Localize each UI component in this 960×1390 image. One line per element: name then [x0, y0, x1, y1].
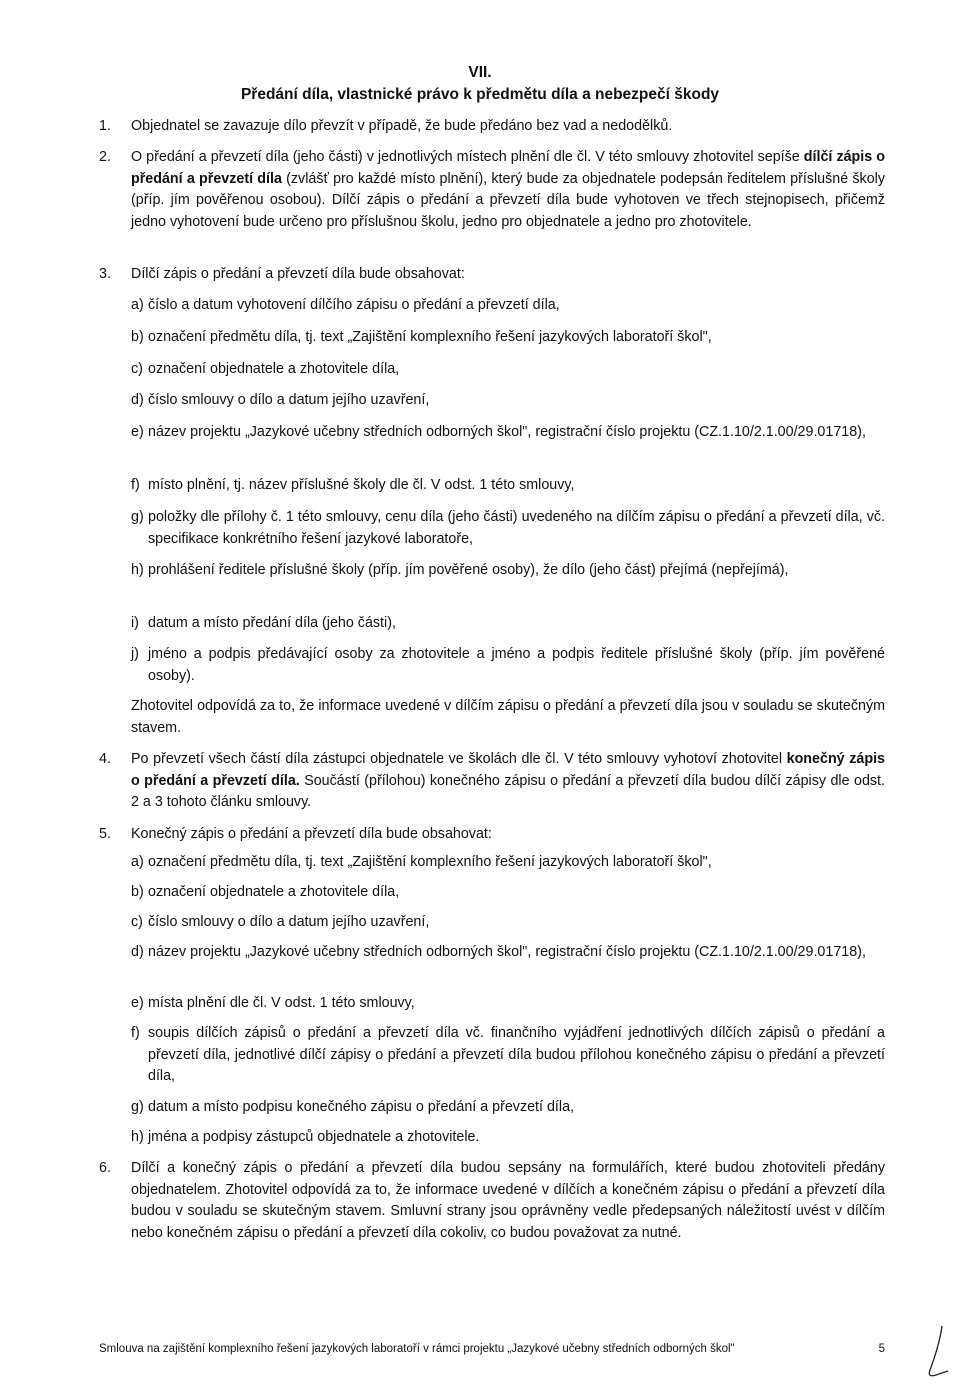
item-label: a): [131, 854, 144, 870]
item-label: d): [131, 944, 144, 960]
clause-6: [99, 1158, 885, 1244]
clause-3-item-a: [99, 295, 885, 317]
clause-5-item-g: [99, 1097, 885, 1119]
footer-text: Smlouva na zajištění komplexního řešení jazykových laboratoří v rámci projektu „Jazykové učebny středních odborných škol": [99, 1343, 735, 1355]
clause-text-pre: O předání a převzetí díla (jeho části) v jednotlivých místech plnění dle čl. V této smlouvy zhotovitel sepíše: [131, 149, 804, 165]
item-label: f): [131, 1025, 140, 1041]
item-label: c): [131, 361, 143, 377]
clause-text-bold: dílčí zápis o předání a převzetí díla: [131, 149, 885, 187]
clause-number: 6.: [99, 1160, 111, 1176]
item-text: označení objednatele a zhotovitele díla,: [148, 884, 400, 900]
item-label: j): [131, 646, 139, 662]
item-text: označení předmětu díla, tj. text „Zajištění komplexního řešení jazykových laboratoří škol",: [148, 854, 712, 870]
article-number: VII.: [468, 64, 492, 81]
clause-5-item-h: [99, 1127, 885, 1149]
item-label: h): [131, 562, 144, 578]
clause-5: [99, 824, 885, 846]
clause-number: 5.: [99, 826, 111, 842]
clause-number: 3.: [99, 266, 111, 282]
item-label: e): [131, 995, 144, 1011]
clause-3-item-d: [99, 390, 885, 412]
clause-3-item-b: [99, 327, 885, 349]
clause-3-item-f: [99, 475, 885, 497]
item-text: místo plnění, tj. název příslušné školy dle čl. V odst. 1 této smlouvy,: [148, 477, 575, 493]
clause-3-item-g: [99, 507, 885, 550]
clause-text-post: (zvlášť pro každé místo plnění), který bude za objednatele podepsán ředitelem příslušné školy (příp. jím pověřenou osobou). Dílčí zápis o předání a převzetí díla bude vyhotoven ve třech stejnopisech, přičemž jedno vyhotovení bude určeno pro příslušnou školu, jedno pro objednatele a jedno pro zhotovitele.: [131, 170, 885, 230]
item-text: název projektu „Jazykové učebny středních odborných škol", registrační číslo projektu (CZ.1.10/2.1.00/29.01718),: [148, 944, 866, 960]
item-text: položky dle přílohy č. 1 této smlouvy, cenu díla (jeho části) uvedeného na dílčím zápisu o předání a převzetí díla, vč. specifikace konkrétního řešení jazykové laboratoře,: [148, 509, 885, 547]
clause-3-closing: Zhotovitel odpovídá za to, že informace uvedené v dílčím zápisu o předání a převzetí díla jsou v souladu se skutečným stavem.: [131, 698, 885, 736]
item-text: označení objednatele a zhotovitele díla,: [148, 361, 400, 377]
clause-5-item-c: [99, 912, 885, 934]
clause-5-item-e: [99, 993, 885, 1015]
item-label: b): [131, 329, 144, 345]
item-text: soupis dílčích zápisů o předání a převzetí díla vč. finančního vyjádření jednotlivých dílčích zápisů o předání a převzetí díla, jednotlivé dílčí zápisy o předání a převzetí díla budou přílohou konečného zápisu o předání a převzetí díla,: [148, 1025, 885, 1084]
article-title: Předání díla, vlastnické právo k předmětu díla a nebezpečí škody: [240, 86, 720, 103]
clause-3-item-e: [99, 422, 885, 444]
item-text: číslo smlouvy o dílo a datum jejího uzavření,: [148, 392, 430, 408]
clause-2: [99, 147, 885, 233]
clause-5-item-a: [99, 852, 885, 874]
page-number: 5: [878, 1343, 885, 1355]
clause-text-bold: konečný zápis o předání a převzetí díla.: [131, 751, 886, 789]
clause-3-item-h: [99, 560, 885, 582]
page-footer: [99, 1343, 885, 1355]
item-text: jméno a podpis předávající osoby za zhotovitele a jméno a podpis ředitele příslušné školy (příp. jím pověřené osoby).: [148, 646, 885, 684]
clause-3-item-j: [99, 644, 885, 687]
item-text: označení předmětu díla, tj. text „Zajištění komplexního řešení jazykových laboratoří škol",: [148, 329, 712, 345]
clause-number: 4.: [99, 751, 111, 767]
clause-5-item-f: [99, 1023, 885, 1088]
clause-text: Konečný zápis o předání a převzetí díla bude obsahovat:: [131, 826, 492, 842]
item-label: i): [131, 615, 139, 631]
item-text: číslo a datum vyhotovení dílčího zápisu o předání a převzetí díla,: [148, 297, 560, 313]
item-label: g): [131, 1099, 144, 1115]
initials-mark: [918, 1322, 958, 1382]
clause-text-post: Součástí (přílohou) konečného zápisu o předání a převzetí díla budou dílčí zápisy dle odst. 2 a 3 tohoto článku smlouvy.: [131, 772, 885, 810]
clause-5-item-b: [99, 882, 885, 904]
item-label: c): [131, 914, 143, 930]
item-text: místa plnění dle čl. V odst. 1 této smlouvy,: [148, 995, 415, 1011]
clause-number: 1.: [99, 118, 111, 134]
item-label: a): [131, 297, 144, 313]
item-label: d): [131, 392, 144, 408]
clause-text: Objednatel se zavazuje dílo převzít v případě, že bude předáno bez vad a nedodělků.: [131, 118, 673, 134]
item-text: prohlášení ředitele příslušné školy (příp. jím pověřené osoby), že dílo (jeho část) přejímá (nepřejímá),: [148, 562, 789, 578]
item-label: e): [131, 424, 144, 440]
item-text: jména a podpisy zástupců objednatele a zhotovitele.: [148, 1129, 480, 1145]
item-label: g): [131, 509, 144, 525]
item-text: datum a místo podpisu konečného zápisu o předání a převzetí díla,: [148, 1099, 574, 1115]
item-text: datum a místo předání díla (jeho části),: [148, 615, 396, 631]
clause-1: [99, 116, 885, 138]
clause-text: Dílčí a konečný zápis o předání a převzetí díla budou sepsány na formulářích, které budou zhotoviteli předány objednatelem. Zhotovitel odpovídá za to, že informace uvedené v dílčích a konečném zápisu o předání a převzetí díla budou v souladu se skutečným stavem. Smluvní strany jsou oprávněny vedle předepsaných náležitostí uvést v dílčím nebo konečném zápisu o předání a převzetí díla cokoliv, co budou považovat za nutné.: [131, 1160, 885, 1241]
item-text: číslo smlouvy o dílo a datum jejího uzavření,: [148, 914, 430, 930]
item-label: f): [131, 477, 140, 493]
clause-5-item-d: [99, 942, 885, 964]
clause-4: [99, 749, 885, 814]
clause-3-item-i: [99, 613, 885, 635]
clause-3: [99, 264, 885, 286]
clause-number: 2.: [99, 149, 111, 165]
clause-text-pre: Po převzetí všech částí díla zástupci objednatele ve školách dle čl. V této smlouvy vyhotoví zhotovitel: [131, 751, 787, 767]
item-label: b): [131, 884, 144, 900]
item-label: h): [131, 1129, 144, 1145]
clause-text: Dílčí zápis o předání a převzetí díla bude obsahovat:: [131, 266, 465, 282]
clause-3-item-c: [99, 359, 885, 381]
item-text: název projektu „Jazykové učebny středních odborných škol", registrační číslo projektu (CZ.1.10/2.1.00/29.01718),: [148, 424, 866, 440]
